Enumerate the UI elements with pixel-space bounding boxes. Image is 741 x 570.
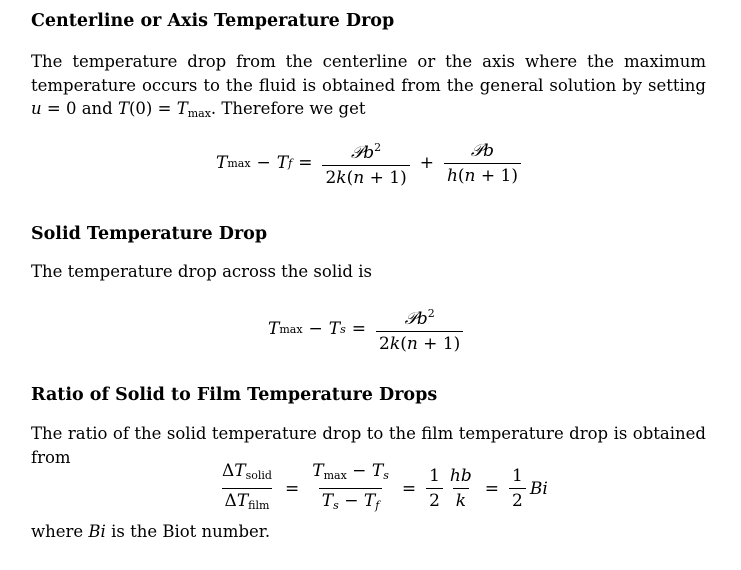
closing-sentence: where Bi is the Biot number. <box>31 522 271 541</box>
section-paragraph-ratio: The ratio of the solid temperature drop to the film temperature drop is obtained from <box>31 424 706 467</box>
section-paragraph-centerline: The temperature drop from the centerline or the axis where the maximum temperature occurs to the fluid is obtained from the general solution by setting u = 0 and $T(0) = T_{max}$. Therefore we get <box>31 52 706 120</box>
section-heading-solid: Solid Temperature Drop <box>31 224 268 244</box>
section-paragraph-solid: The temperature drop across the solid is <box>31 262 372 281</box>
section-heading-ratio: Ratio of Solid to Film Temperature Drops <box>31 385 438 405</box>
equation-ratio: $\frac{\Delta T_{solid}}{\Delta T_{film}}$ = $\frac{T_{max} - Ts}{Ts - Tf}$ = $\frac{1}{2}$ $\frac{hb}{k}$ = $\frac{1}{2}$ Bi <box>215 461 548 516</box>
equation-centerline-drop: T max − T f = $\frac{𝒫b^2}{2k(n + 1)}$ + $\frac{\text{𝒫b}}{h(n + 1)}$ <box>216 138 525 188</box>
equation-solid-drop: T max − T s = $\frac{𝒫b^2}{2k(n + 1)}$ <box>268 304 467 354</box>
section-heading-centerline: Centerline or Axis Temperature Drop <box>31 11 395 31</box>
